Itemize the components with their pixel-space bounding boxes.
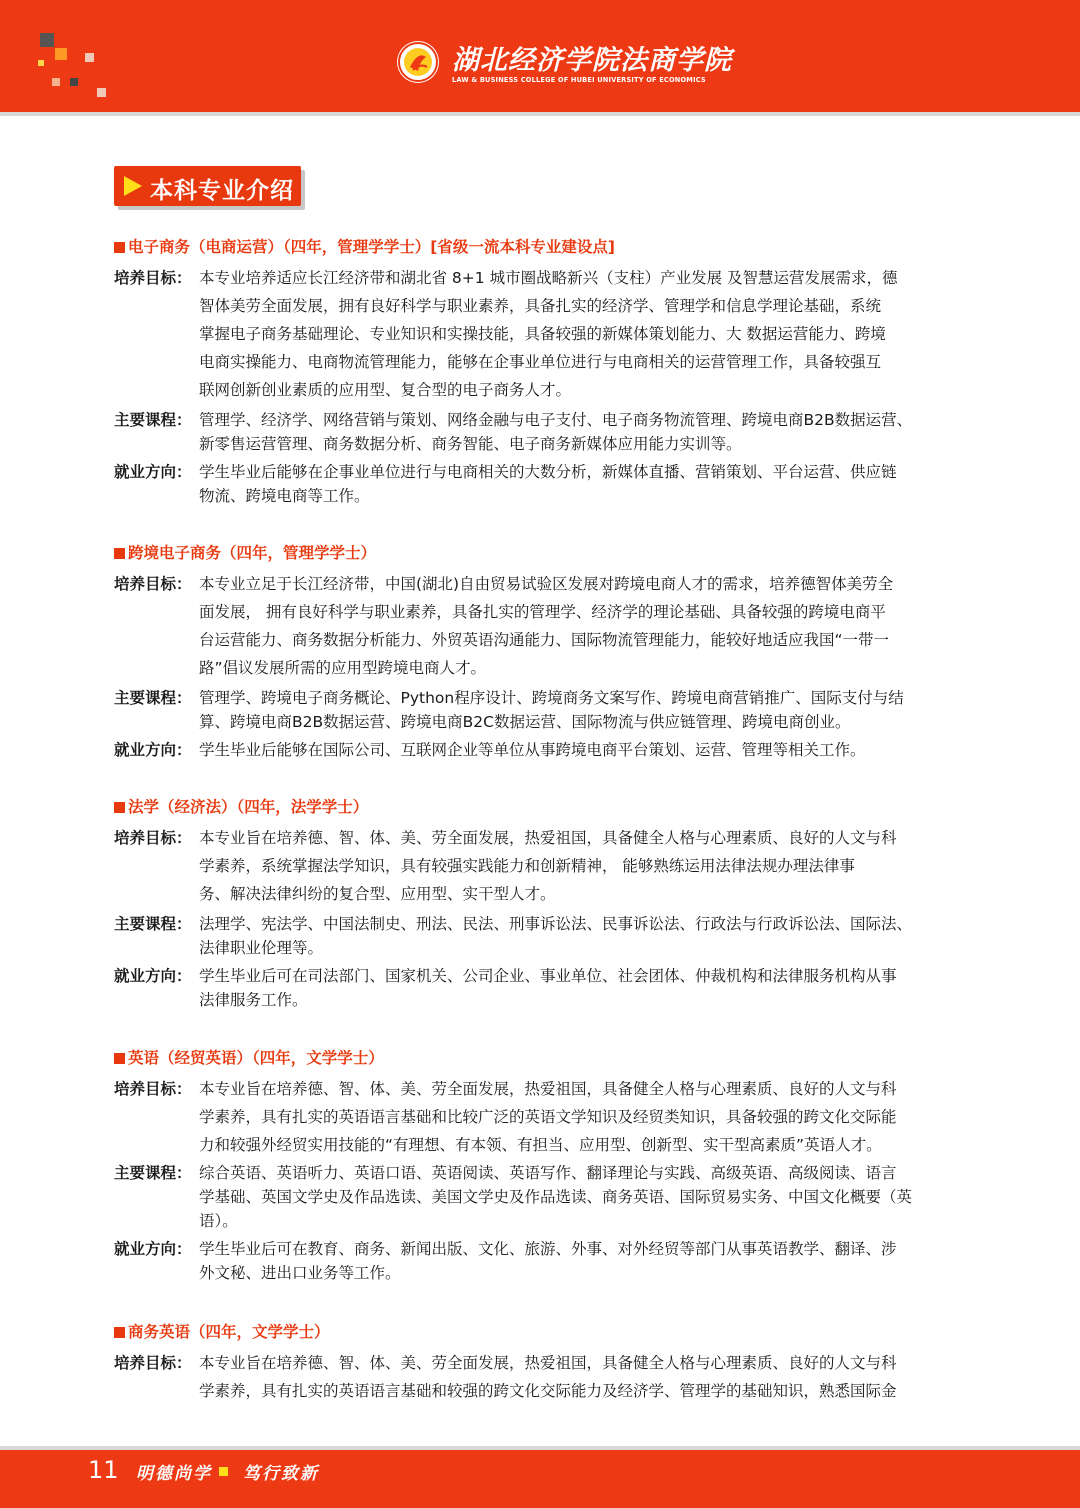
major-english-trade xyxy=(114,1047,994,1285)
decor-square xyxy=(52,78,60,86)
goal-label: 培养目标： xyxy=(114,575,192,593)
major-ecommerce xyxy=(114,236,994,508)
goal-label: 培养目标： xyxy=(114,1080,192,1098)
college-emblem-icon xyxy=(397,41,439,83)
career-text: 学生毕业后能够在企事业单位进行与电商相关的大数分析，新媒体直播、营销策划、平台运营、供应链 物流、跨境电商等工作。 xyxy=(199,463,897,505)
major-cross-border-ecommerce xyxy=(114,542,994,762)
decor-square xyxy=(70,78,78,86)
major-title: 法学（经济法）（四年，法学学士） xyxy=(114,796,994,818)
major-law xyxy=(114,796,994,1012)
major-title: 英语（经贸英语）（四年，文学学士） xyxy=(114,1047,994,1069)
main-courses xyxy=(114,912,994,960)
career-text: 学生毕业后可在教育、商务、新闻出版、文化、旅游、外事、对外经贸等部门从事英语教学、翻译、涉 外文秘、进出口业务等工作。 xyxy=(199,1240,897,1282)
major-title: 跨境电子商务（四年，管理学学士） xyxy=(114,542,994,564)
courses-text: 管理学、经济学、网络营销与策划、网络金融与电子支付、电子商务物流管理、跨境电商B2B数据运营、 新零售运营管理、商务数据分析、商务智能、电子商务新媒体应用能力实训等。 xyxy=(199,411,913,453)
courses-label: 主要课程： xyxy=(114,411,192,429)
decor-square xyxy=(97,88,106,97)
square-bullet-icon xyxy=(114,1327,125,1338)
square-bullet-icon xyxy=(114,548,125,559)
play-arrow-icon xyxy=(124,176,142,196)
goal-text: 本专业旨在培养德、智、体、美、劳全面发展，热爱祖国，具备健全人格与心理素质、良好的人文与科 学素养，系统掌握法学知识，具有较强实践能力和创新精神， 能够熟练运用法律法规办理法律事 务、解决法律纠纷的复合型、应用型、实干型人才。 xyxy=(199,829,897,903)
motto-left: 明德尚学 xyxy=(136,1464,212,1484)
square-bullet-icon xyxy=(114,242,125,253)
career-text: 学生毕业后能够在国际公司、互联网企业等单位从事跨境电商平台策划、运营、管理等相关工作。 xyxy=(199,741,866,759)
goal-label: 培养目标： xyxy=(114,269,192,287)
career-text: 学生毕业后可在司法部门、国家机关、公司企业、事业单位、社会团体、仲裁机构和法律服务机构从事 法律服务工作。 xyxy=(199,967,897,1009)
header-divider xyxy=(0,112,1080,116)
decor-square xyxy=(85,53,94,62)
career-label: 就业方向： xyxy=(114,967,192,985)
training-goal xyxy=(114,1075,994,1159)
section-tag xyxy=(114,166,301,206)
decor-square xyxy=(40,33,54,47)
major-title: 电子商务（电商运营）（四年，管理学学士）[省级一流本科专业建设点] xyxy=(114,236,994,258)
training-goal xyxy=(114,570,994,682)
goal-text: 本专业培养适应长江经济带和湖北省 8+1 城市圈战略新兴（支柱）产业发展 及智慧运营发展需求，德 智体美劳全面发展，拥有良好科学与职业素养，具备扎实的经济学、管理学和信息学理论基础，系统 掌握电子商务基础理论、专业知识和实操技能，具备较强的新媒体策划能力、大 数据运营能力、跨境 电商实操能力、电商物流管理能力，能够在企事业单位进行与电商相关的运营管理工作，具备较强互 联网创新创业素质的应用型、复合型的电子商务人才。 xyxy=(199,269,898,399)
courses-label: 主要课程： xyxy=(114,689,192,707)
courses-text: 管理学、跨境电子商务概论、Python程序设计、跨境商务文案写作、跨境电商营销推广、国际支付与结 算、跨境电商B2B数据运营、跨境电商B2C数据运营、国际物流与供应链管理、跨境电商创业。 xyxy=(199,689,904,731)
training-goal xyxy=(114,264,994,404)
main-courses xyxy=(114,1161,994,1233)
section-title: 本科专业介绍 xyxy=(150,178,294,204)
career-direction xyxy=(114,460,994,508)
decor-square xyxy=(38,60,44,66)
courses-text: 综合英语、英语听力、英语口语、英语阅读、英语写作、翻译理论与实践、高级英语、高级阅读、语言 学基础、英国文学史及作品选读、美国文学史及作品选读、商务英语、国际贸易实务、中国文化概要（英 语）。 xyxy=(199,1164,913,1230)
goal-text: 本专业旨在培养德、智、体、美、劳全面发展，热爱祖国，具备健全人格与心理素质、良好的人文与科 学素养，具有扎实的英语语言基础和较强的跨文化交际能力及经济学、管理学的基础知识，熟悉国际金 xyxy=(199,1354,897,1400)
college-name-en: LAW & BUSINESS COLLEGE OF HUBEI UNIVERSITY OF ECONOMICS xyxy=(452,76,706,84)
main-courses xyxy=(114,408,994,456)
motto-right: 笃行致新 xyxy=(243,1464,319,1484)
main-courses xyxy=(114,686,994,734)
page-number: 11 xyxy=(88,1456,119,1484)
career-direction xyxy=(114,1237,994,1285)
training-goal xyxy=(114,824,994,908)
square-bullet-icon xyxy=(114,802,125,813)
training-goal xyxy=(114,1349,994,1405)
courses-label: 主要课程： xyxy=(114,1164,192,1182)
page-header xyxy=(0,0,1080,112)
motto-separator-icon xyxy=(219,1467,228,1476)
career-direction xyxy=(114,738,994,762)
goal-label: 培养目标： xyxy=(114,829,192,847)
college-name-cn: 湖北经济学院法商学院 xyxy=(452,45,732,76)
major-business-english xyxy=(114,1321,994,1405)
major-title: 商务英语（四年，文学学士） xyxy=(114,1321,994,1343)
career-label: 就业方向： xyxy=(114,1240,192,1258)
goal-label: 培养目标： xyxy=(114,1354,192,1372)
goal-text: 本专业旨在培养德、智、体、美、劳全面发展，热爱祖国，具备健全人格与心理素质、良好的人文与科 学素养，具有扎实的英语语言基础和比较广泛的英语文学知识及经贸类知识，具备较强的跨文化交际能 力和较强外经贸实用技能的“有理想、有本领、有担当、应用型、创新型、实干型高素质”英语人才。 xyxy=(199,1080,897,1154)
square-bullet-icon xyxy=(114,1053,125,1064)
goal-text: 本专业立足于长江经济带，中国(湖北)自由贸易试验区发展对跨境电商人才的需求，培养德智体美劳全 面发展， 拥有良好科学与职业素养，具备扎实的管理学、经济学的理论基础、具备较强的跨境电商平 台运营能力、商务数据分析能力、外贸英语沟通能力、国际物流管理能力，能较好地适应我国“一带一 路”倡议发展所需的应用型跨境电商人才。 xyxy=(199,575,894,677)
courses-text: 法理学、宪法学、中国法制史、刑法、民法、刑事诉讼法、民事诉讼法、行政法与行政诉讼法、国际法、 法律职业伦理等。 xyxy=(199,915,913,957)
decor-square xyxy=(55,48,67,60)
career-label: 就业方向： xyxy=(114,741,192,759)
career-direction xyxy=(114,964,994,1012)
courses-label: 主要课程： xyxy=(114,915,192,933)
career-label: 就业方向： xyxy=(114,463,192,481)
